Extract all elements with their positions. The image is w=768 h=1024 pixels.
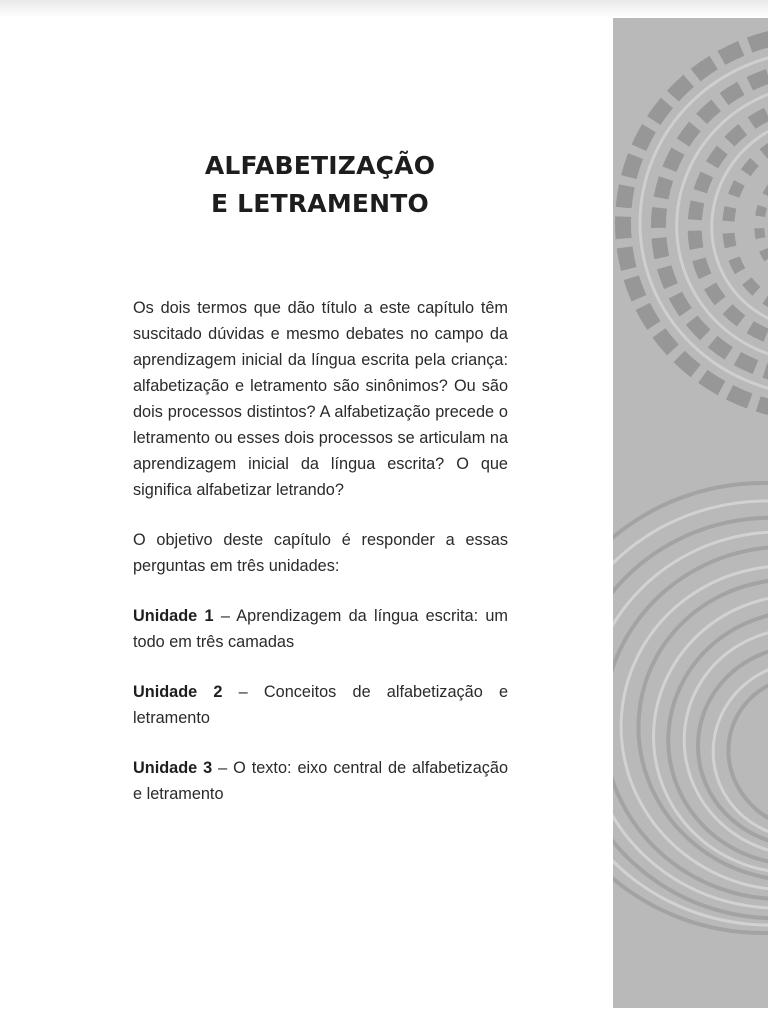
unit-item-3 [133,755,508,807]
decorative-spiral-pattern [613,18,768,1008]
unit-text-1: – Aprendizagem da língua escrita: um todo em três camadas [133,607,508,651]
objective-paragraph: O objetivo deste capítulo é responder a essas perguntas em três unidades: [133,531,508,575]
unit-item-2 [133,679,508,731]
chapter-title-line-2: E LETRAMENTO [210,188,430,218]
decorative-side-panel [613,18,768,1008]
unit-text-3: – O texto: eixo central de alfabetização e letramento [133,759,509,803]
page-top-edge [0,0,768,18]
unit-text-2: – Conceitos de alfabetização e letramento [133,683,508,727]
unit-label-1: Unidade 1 [133,607,214,625]
chapter-body [133,295,508,831]
unit-label-2: Unidade 2 [133,683,223,701]
page-bottom-edge [613,1008,768,1024]
chapter-title [140,147,500,223]
intro-paragraph: Os dois termos que dão título a este capítulo têm suscitado dúvidas e mesmo debates no campo da aprendizagem inicial da língua escrita pela criança: alfabetização e letramento são sinônimos? Ou são dois processos distintos? A alfabetização precede o letramento ou esses dois processos se articulam na aprendizagem inicial da língua escrita? O que significa alfabetizar letrando? [133,299,508,499]
unit-label-3: Unidade 3 [133,759,213,777]
chapter-title-line-1: ALFABETIZAÇÃO [204,150,436,180]
unit-item-1 [133,603,508,655]
